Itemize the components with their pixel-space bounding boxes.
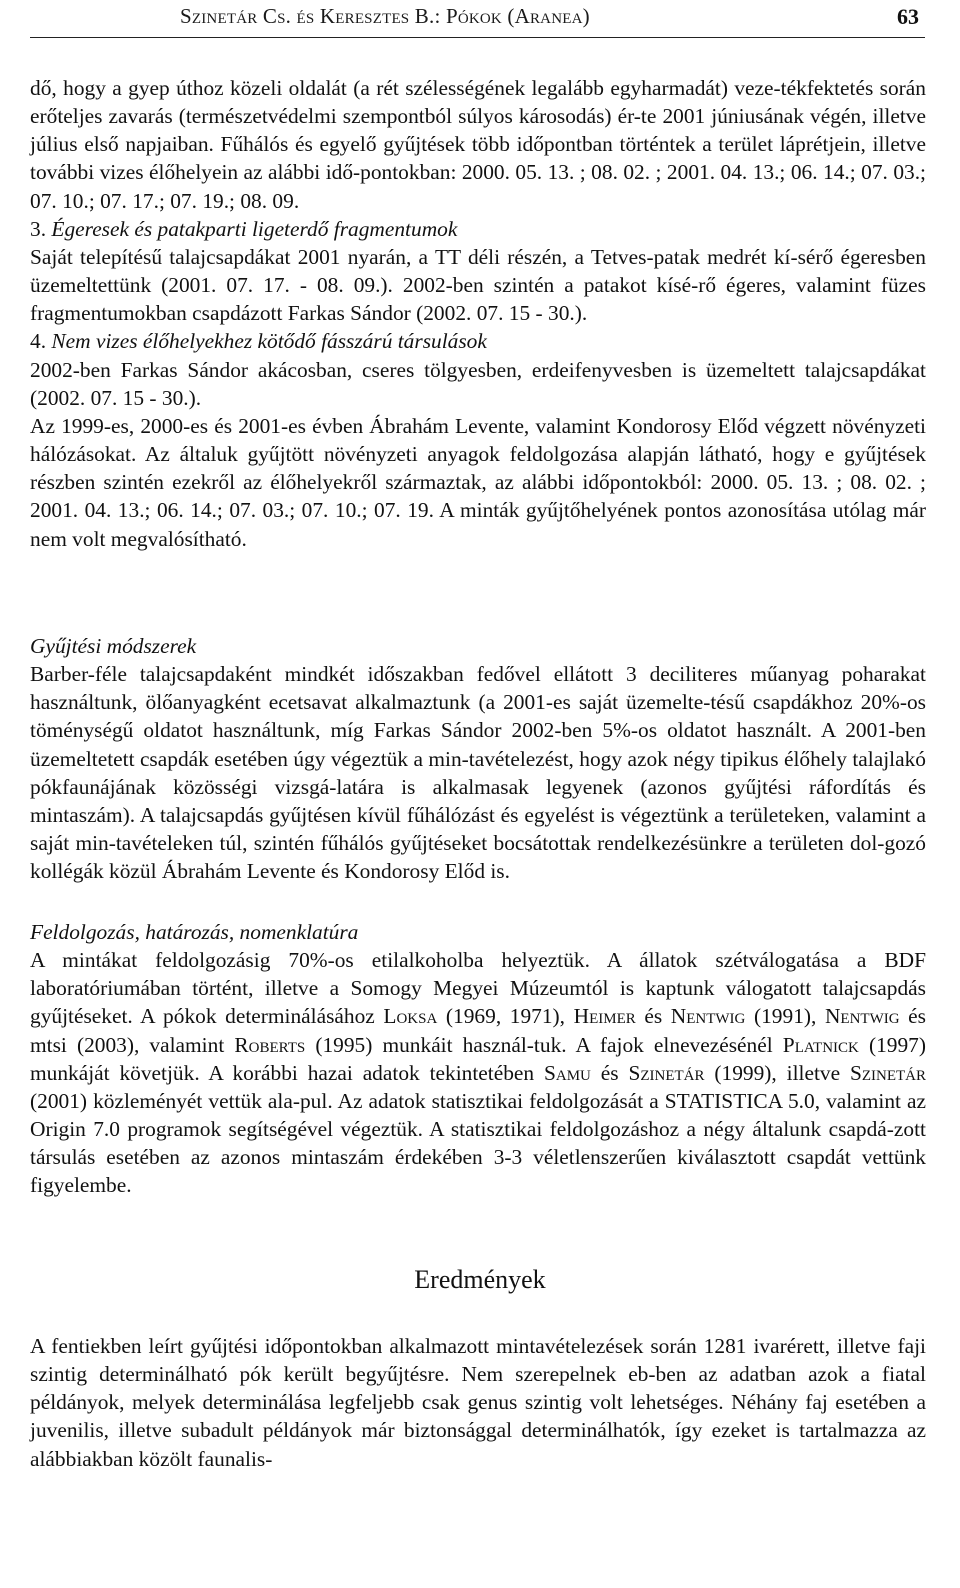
author-szinetar: Szinetár (849, 1060, 927, 1085)
author-heimer: Heimer (573, 1004, 636, 1029)
methods-paragraph: Barber-féle talajcsapdaként mindkét időszakban fedővel ellátott 3 deciliteres műanyag poharakat használtunk, ölőanyagként ecetsavat alkalmaztunk (a 2001-es saját üzemelte-tésű csapdákhoz 20%-os töménységű oldatot használtunk, míg Farkas Sándor 2002-ben 5%-os oldatot használt. A 2001-ben üzemeltetett csapdák esetében úgy végeztük a min-tavételezést, hogy azok négy tipikus élőhely talajlakó pókfaunájának közösségi vizsgá-latára is alkalmasak legyenek (azonos gyűjtési ráfordítás és mintaszám). A talajcsapdás gyűjtésen kívül fűhálózást és egyelést is végeztünk a területeken, valamint a saját min-tavételeken túl, szintén fűhálós gyűjtéseket bocsátottak rendelkezésünkre a területen dol-gozó kollégák közül Ábrahám Levente és Kondorosy Előd is. (30, 662, 926, 884)
paragraph-habitat-3: Saját telepítésű talajcsapdákat 2001 nyarán, a TT déli részén, a Tetves-patak medrét kí-sérő égeresben üzemeltettünk (2001. 07. 17. - 08. 09.). 2002-ben szintén a patakot kísé-rő égeres, valamint füzes fragmentumokban csapdázott Farkas Sándor (2002. 07. 15 - 30.). (30, 244, 926, 326)
page-number: 63 (897, 4, 919, 29)
author-platnick: Platnick (782, 1032, 859, 1057)
habitat-3-heading (30, 215, 926, 243)
methods-section (30, 632, 926, 885)
paragraph-habitat-4: 2002-ben Farkas Sándor akácosban, cseres tölgyesben, erdeifenyvesben is üzemeltett talajcsapdákat (2002. 07. 15 - 30.). (30, 357, 926, 410)
author-nentwig: Nentwig (824, 1004, 900, 1029)
author-szinetar: Szinetár (628, 1060, 705, 1085)
author-roberts: Roberts (234, 1032, 306, 1057)
processing-paragraph: A mintákat feldolgozásig 70%-os etilalkoholba helyeztük. A állatok szétválogatása a BDF laboratóriumában történt, illetve a Somogy Megyei Múzeumtól is kaptunk válogatott talajcsapdás gyűjtéseket. A pókok determinálásához Loksa (1969, 1971), Heimer és Nentwig (1991), Nentwig és mtsi (2003), valamint Roberts (1995) munkáit használ-tuk. A fajok elnevezésénél Platnick (1997) munkáját követjük. A korábbi hazai adatok tekintetében Samu és Szinetár (1999), illetve Szinetár (2001) közleményét vettük ala-pul. Az adatok statisztikai feldolgozását a STATISTICA 5.0, valamint az Origin 7.0 programok segítségével végeztük. A statisztikai feldolgozáshoz a négy általunk csapdá-zott társulás esetében az azonos mintaszám érdekében 3-3 véletlenszerűen kiválasztott csapdát vettünk figyelembe. (30, 948, 927, 1198)
processing-section (30, 918, 926, 1200)
habitat-3-title: Égeresek és patakparti ligeterdő fragmentumok (51, 216, 458, 241)
habitat-4-number: 4. (30, 329, 47, 354)
paragraph-vegetation-sampling: Az 1999-es, 2000-es és 2001-es évben Ábrahám Levente, valamint Kondorosy Előd végzett növényzeti hálózásokat. Az általuk gyűjtött növényzeti anyagok feldolgozása alapján látható, hogy e gyűjtések részben szintén ezekről az élőhelyekről származtak, az alábbi időpontokból: 2000. 05. 13. ; 08. 02. ; 2001. 04. 13.; 06. 14.; 07. 03.; 07. 10.; 07. 19. A minták gyűjtőhelyének pontos azonosítása utólag már nem volt megvalósítható. (30, 413, 926, 551)
habitat-4-title: Nem vizes élőhelyekhez kötődő fásszárú társulások (51, 329, 487, 354)
author-nentwig: Nentwig (670, 1004, 746, 1029)
paragraph-habitat-2: dő, hogy a gyep úthoz közeli oldalát (a rét szélességének legalább egyharmadát) veze-tékfektetés során erőteljes zavarás (természetvédelmi szempontból súlyos károsodás) ér-te 2001 júniusának végén, illetve július első napjaiban. Fűhálós és egyelő gyűjtések több időpontban történtek a terület láprétjein, illetve további vizes élőhelyein az alábbi idő-pontokban: 2000. 05. 13. ; 08. 02. ; 2001. 04. 13.; 06. 14.; 07. 03.; 07. 10.; 07. 17.; 07. 19.; 08. 09. (30, 76, 926, 213)
running-title: Szinetár Cs. és Keresztes B.: Pókok (Aranea) (180, 4, 590, 28)
results-title: Eredmények (414, 1265, 546, 1294)
habitat-block (30, 74, 926, 553)
author-loksa: Loksa (383, 1004, 438, 1029)
author-samu: Samu (543, 1060, 591, 1085)
results-section (30, 1332, 926, 1473)
habitat-4-heading (30, 327, 926, 355)
results-paragraph: A fentiekben leírt gyűjtési időpontokban alkalmazott mintavételezések során 1281 ivarérett, illetve faji szintig determinálható pók került begyűjtésre. Nem szerepelnek eb-ben az adatban azok a fiatal példányok, melyek determinálása legfeljebb csak genus szintig volt lehetséges. Néhány faj esetében a juvenilis, illetve subadult példányok már biztonsággal determinálhatók, így ezeket is tartalmazza az alábbiakban közölt faunalis- (30, 1334, 926, 1471)
methods-heading: Gyűjtési módszerek (30, 634, 197, 658)
processing-heading: Feldolgozás, határozás, nomenklatúra (30, 920, 359, 944)
habitat-3-number: 3. (30, 216, 47, 241)
running-header (30, 0, 925, 38)
